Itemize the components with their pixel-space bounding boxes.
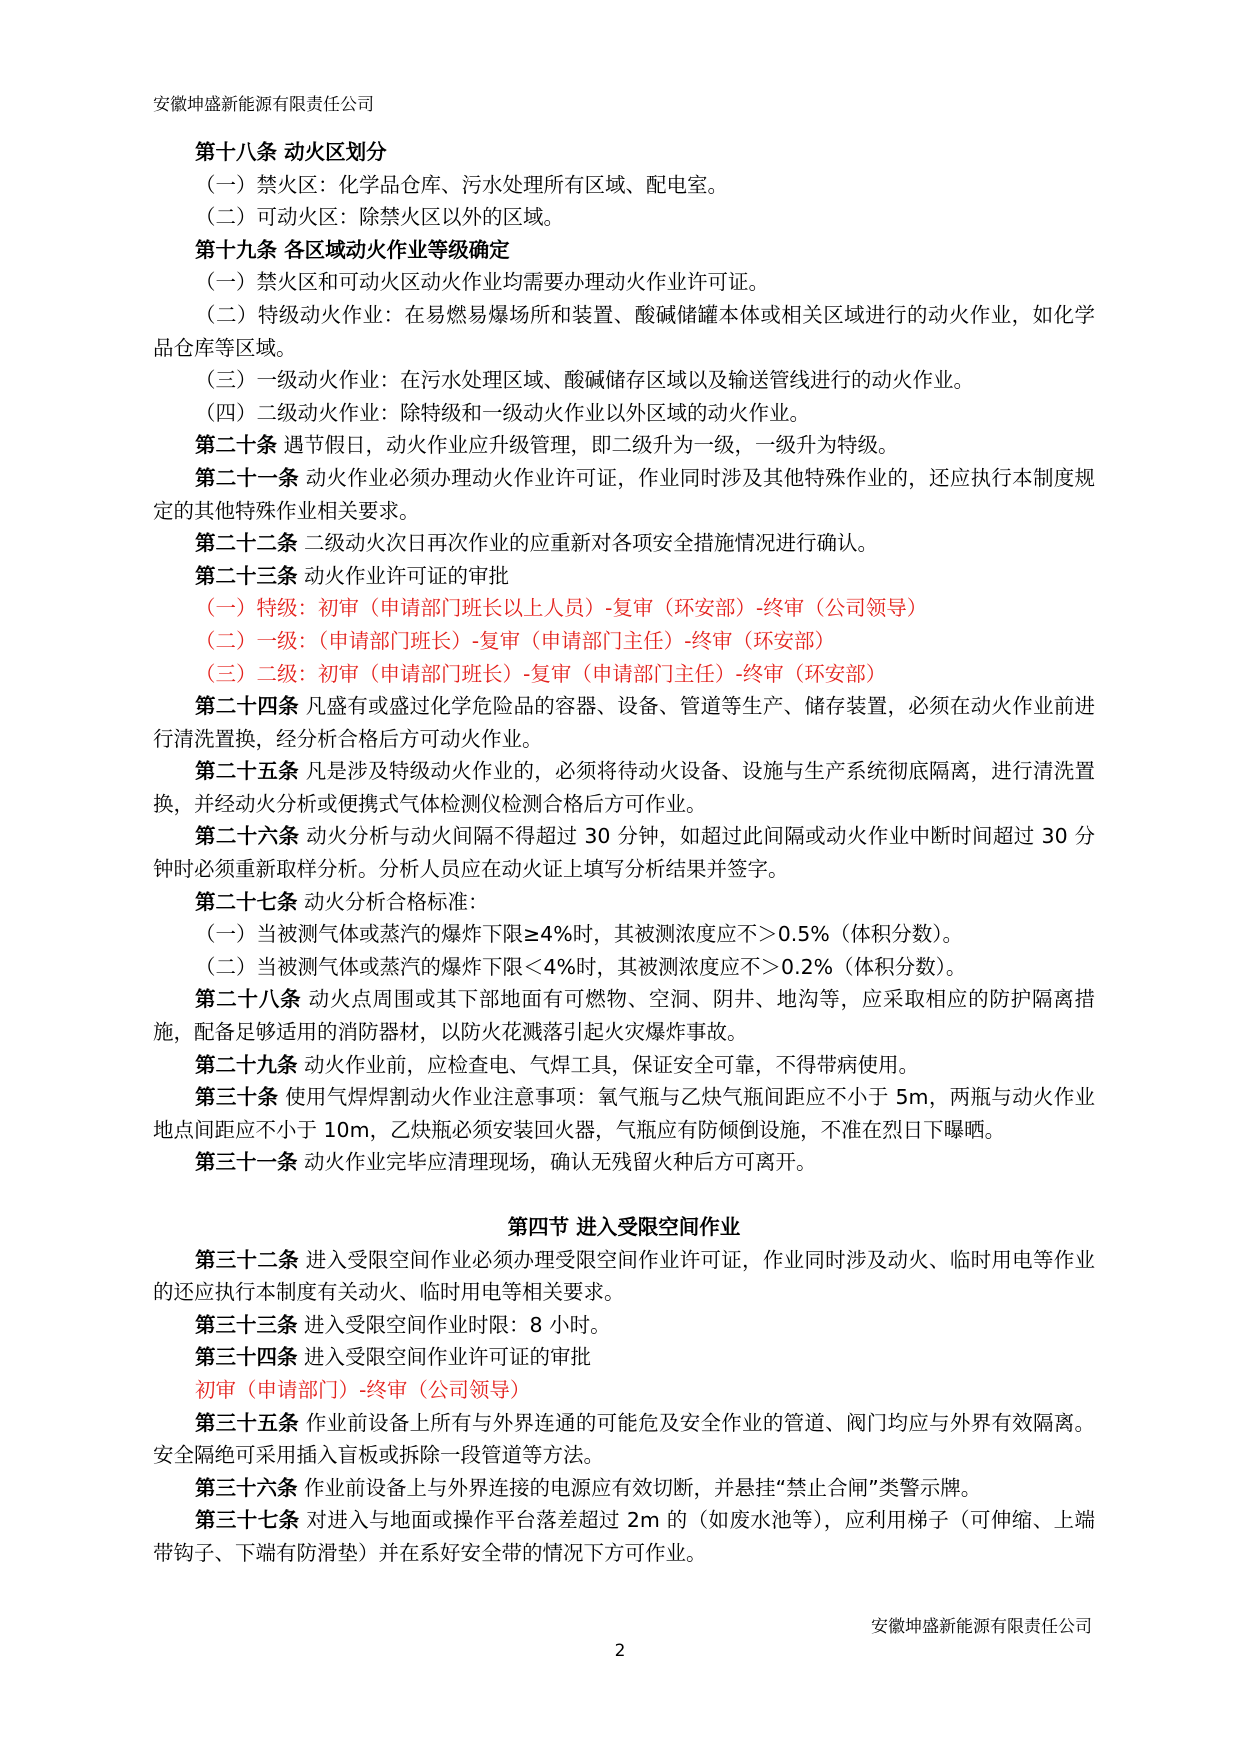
article-label: 第三十三条 (195, 1312, 298, 1337)
article-text: 二级动火次日再次作业的应重新对各项安全措施情况进行确认。 (297, 531, 879, 556)
article-label: 第三十六条 (195, 1475, 298, 1500)
regulation-paragraph (153, 755, 1095, 820)
article-text: 初审（申请部门）-终审（公司领导） (195, 1377, 531, 1402)
article-text: （二）特级动火作业：在易燃易爆场所和装置、酸碱储罐本体或相关区域进行的动火作业，如化学品仓库等区域。 (153, 302, 1095, 360)
article-label: 第三十二条 (195, 1247, 299, 1272)
regulation-paragraph (153, 364, 1095, 397)
regulation-paragraph (153, 169, 1095, 202)
regulation-paragraph (153, 983, 1095, 1048)
regulation-paragraph (153, 658, 1095, 691)
article-text: （二）当被测气体或蒸汽的爆炸下限＜4%时，其被测浓度应不＞0.2%（体积分数）。 (195, 954, 967, 979)
article-label: 第二十六条 (195, 824, 300, 849)
regulation-paragraph (153, 397, 1095, 430)
article-text: （三）一级动火作业：在污水处理区域、酸碱储存区域以及输送管线进行的动火作业。 (195, 368, 974, 393)
page-number: 2 (614, 1641, 626, 1661)
regulation-paragraph (153, 560, 1095, 593)
regulation-paragraph (153, 1504, 1095, 1569)
article-text: 动火作业必须办理动火作业许可证，作业同时涉及其他特殊作业的，还应执行本制度规定的其他特殊作业相关要求。 (153, 465, 1096, 523)
article-text: （二）一级：（申请部门班长）-复审（申请部门主任）-终审（环安部） (195, 628, 836, 653)
regulation-paragraph (153, 1407, 1095, 1472)
regulation-paragraph (153, 136, 1095, 169)
article-text: 作业前设备上所有与外界连通的可能危及安全作业的管道、阀门均应与外界有效隔离。安全隔绝可采用插入盲板或拆除一段管道等方法。 (153, 1410, 1096, 1468)
article-label: 第十八条 动火区划分 (195, 140, 387, 164)
article-text: （二）可动火区：除禁火区以外的区域。 (195, 205, 564, 230)
article-text: 动火分析合格标准： (297, 889, 489, 914)
article-text: 遇节假日，动火作业应升级管理，即二级升为一级，一级升为特级。 (277, 433, 899, 458)
article-text: 动火分析与动火间隔不得超过 30 分钟，如超过此间隔或动火作业中断时间超过 30 分钟时必须重新取样分析。分析人员应在动火证上填写分析结果并签字。 (153, 824, 1095, 882)
regulation-paragraph (153, 951, 1095, 984)
article-label: 第二十五条 (195, 759, 299, 784)
article-text: 对进入与地面或操作平台落差超过 2m 的（如废水池等），应利用梯子（可伸缩、上端带钩子、下端有防滑垫）并在系好安全带的情况下方可作业。 (153, 1508, 1095, 1565)
article-label: 第二十九条 (195, 1052, 298, 1077)
regulation-paragraph (153, 1146, 1095, 1179)
article-text: 动火作业前，应检查电、气焊工具，保证安全可靠，不得带病使用。 (297, 1052, 920, 1077)
regulation-paragraph (153, 201, 1095, 234)
article-label: 第二十七条 (195, 889, 298, 914)
regulation-paragraph (153, 1472, 1095, 1505)
article-text: 使用气焊焊割动火作业注意事项：氧气瓶与乙炔气瓶间距应不小于 5m，两瓶与动火作业地点间距应不小于 10m，乙炔瓶必须安装回火器，气瓶应有防倾倒设施，不准在烈日下曝晒。 (153, 1085, 1096, 1142)
regulation-paragraph (153, 1374, 1095, 1407)
regulation-paragraph (153, 886, 1095, 919)
page-header: 安徽坤盛新能源有限责任公司 (153, 95, 374, 115)
regulation-block-confined-space (153, 1244, 1095, 1570)
document-body (153, 136, 1095, 1570)
regulation-paragraph (153, 429, 1095, 462)
regulation-paragraph (153, 1049, 1095, 1082)
regulation-paragraph (153, 592, 1095, 625)
regulation-paragraph (153, 527, 1095, 560)
article-label: 第三十五条 (195, 1410, 299, 1435)
article-label: 第三十一条 (195, 1150, 298, 1175)
article-label: 第二十条 (195, 433, 277, 458)
article-text: 凡盛有或盛过化学危险品的容器、设备、管道等生产、储存装置，必须在动火作业前进行清洗置换，经分析合格后方可动火作业。 (153, 694, 1096, 751)
article-label: 第二十二条 (195, 531, 298, 556)
article-text: （一）当被测气体或蒸汽的爆炸下限≥4%时，其被测浓度应不＞0.5%（体积分数）。 (195, 922, 964, 947)
article-label: 第十九条 各区域动火作业等级确定 (195, 237, 510, 262)
section-title: 第四节 进入受限空间作业 (507, 1215, 741, 1239)
regulation-paragraph (153, 234, 1095, 267)
regulation-paragraph (153, 820, 1095, 885)
regulation-paragraph (153, 266, 1095, 299)
article-text: 动火作业完毕应清理现场，确认无残留火种后方可离开。 (297, 1150, 817, 1175)
regulation-paragraph (153, 462, 1095, 527)
article-label: 第二十四条 (195, 694, 299, 719)
article-text: （一）特级：初审（申请部门班长以上人员）-复审（环安部）-终审（公司领导） (195, 596, 928, 621)
article-text: 进入受限空间作业许可证的审批 (297, 1345, 592, 1370)
regulation-paragraph (153, 625, 1095, 658)
regulation-paragraph (153, 918, 1095, 951)
article-text: （一）禁火区和可动火区动火作业均需要办理动火作业许可证。 (195, 270, 769, 295)
article-text: 进入受限空间作业时限：8 小时。 (297, 1312, 611, 1337)
article-label: 第三十七条 (195, 1508, 300, 1533)
regulation-block-fire (153, 136, 1095, 1179)
regulation-paragraph (153, 1309, 1095, 1342)
article-text: 动火点周围或其下部地面有可燃物、空洞、阴井、地沟等，应采取相应的防护隔离措施，配备足够适用的消防器材，以防火花溅落引起火灾爆炸事故。 (153, 987, 1096, 1045)
article-label: 第二十一条 (195, 465, 299, 490)
article-label: 第二十三条 (195, 563, 298, 588)
article-text: （三）二级：初审（申请部门班长）-复审（申请部门主任）-终审（环安部） (195, 661, 887, 686)
regulation-paragraph (153, 690, 1095, 755)
regulation-paragraph (153, 1081, 1095, 1146)
article-text: 作业前设备上与外界连接的电源应有效切断，并悬挂“禁止合闸”类警示牌。 (297, 1475, 982, 1500)
article-label: 第二十八条 (195, 987, 302, 1012)
article-text: （四）二级动火作业：除特级和一级动火作业以外区域的动火作业。 (195, 400, 810, 425)
article-text: 动火作业许可证的审批 (297, 563, 510, 588)
article-text: 凡是涉及特级动火作业的，必须将待动火设备、设施与生产系统彻底隔离，进行清洗置换，并经动火分析或便携式气体检测仪检测合格后方可作业。 (153, 759, 1096, 816)
regulation-paragraph (153, 299, 1095, 364)
article-text: 进入受限空间作业必须办理受限空间作业许可证，作业同时涉及动火、临时用电等作业的还应执行本制度有关动火、临时用电等相关要求。 (153, 1247, 1096, 1305)
article-label: 第三十四条 (195, 1345, 298, 1370)
regulation-paragraph (153, 1244, 1095, 1309)
regulation-paragraph (153, 1341, 1095, 1374)
article-text: （一）禁火区：化学品仓库、污水处理所有区域、配电室。 (195, 172, 728, 197)
article-label: 第三十条 (195, 1085, 279, 1110)
page-footer: 安徽坤盛新能源有限责任公司 (871, 1617, 1092, 1637)
